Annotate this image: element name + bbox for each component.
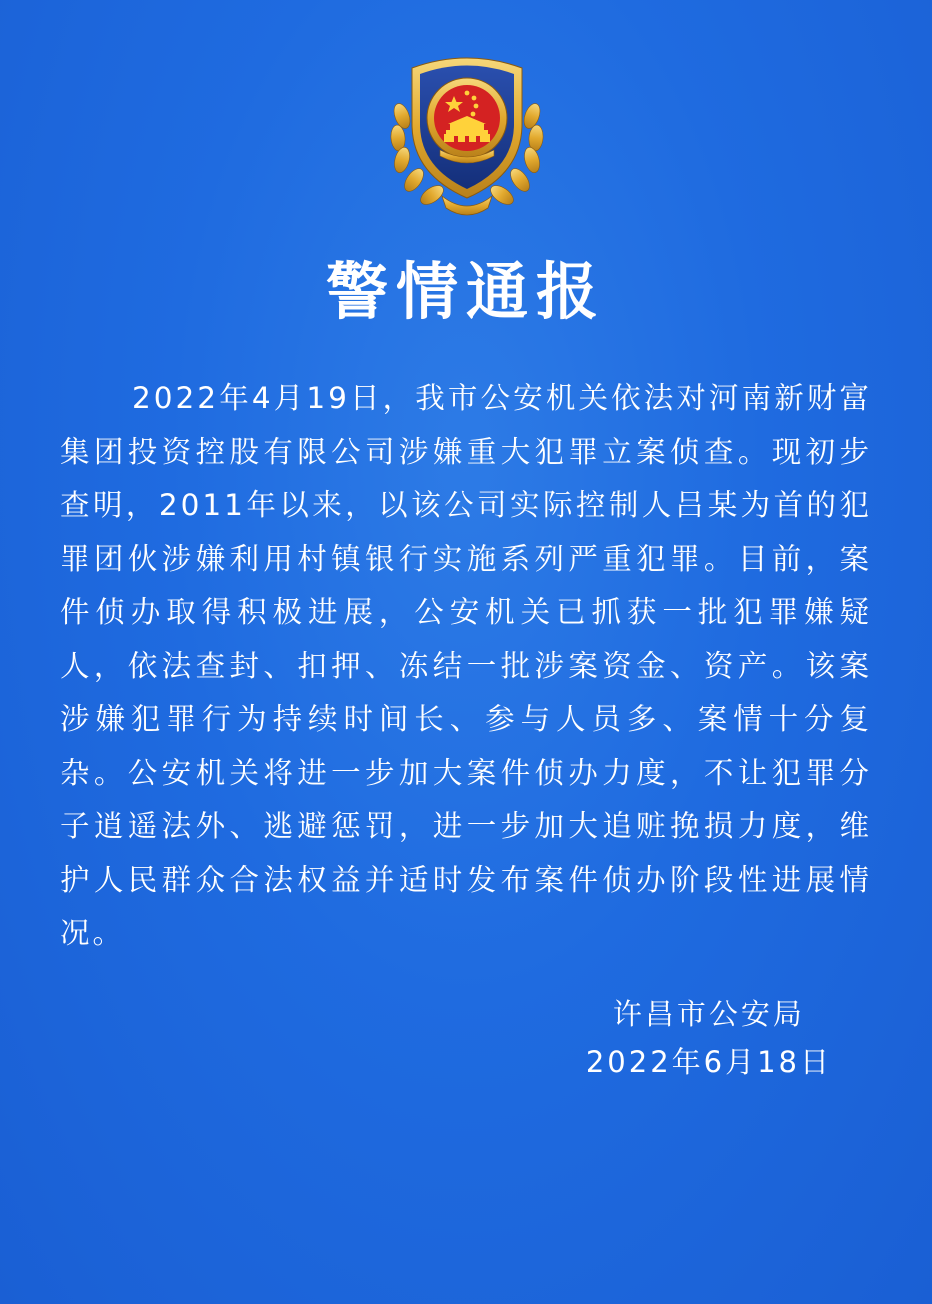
notice-title: 警情通报 <box>325 255 606 328</box>
signature-block <box>586 990 832 1086</box>
issuer-name: 许昌市公安局 <box>612 997 805 1031</box>
notice-body: 2022年4月19日，我市公安机关依法对河南新财富集团投资控股有限公司涉嫌重大犯罪立案侦查。现初步查明，2011年以来，以该公司实际控制人吕某为首的犯罪团伙涉嫌利用村镇银行实施系列严重犯罪。目前，案件侦办取得积极进展，公安机关已抓获一批犯罪嫌疑人，依法查封、扣押、冻结一批涉案资金、资产。该案涉嫌犯罪行为持续时间长、参与人员多、案情十分复杂。公安机关将进一步加大案件侦办力度，不让犯罪分子逍遥法外、逃避惩罚，进一步加大追赃挽损力度，维护人民群众合法权益并适时发布案件侦办阶段性进展情况。 <box>60 381 872 950</box>
issue-date: 2022年6月18日 <box>585 1045 832 1079</box>
police-emblem-icon <box>384 46 550 216</box>
